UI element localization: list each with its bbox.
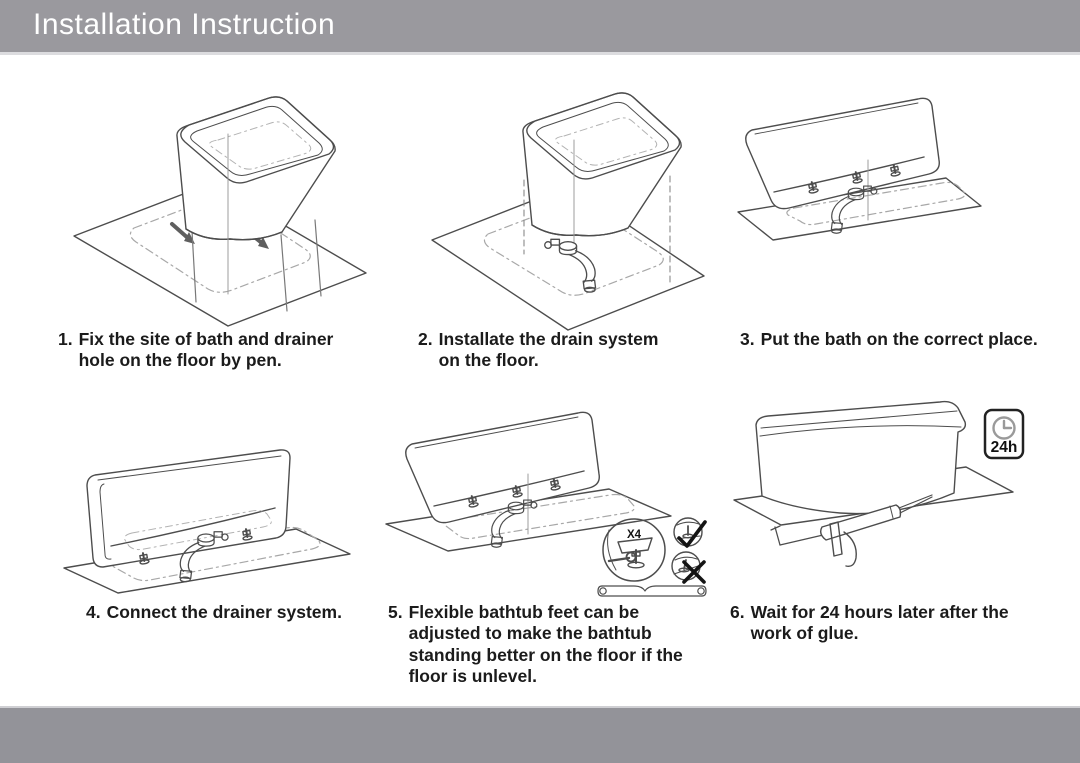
step-text: Wait for 24 hours later after the work of glue. bbox=[750, 602, 1009, 644]
step-caption-5 bbox=[388, 602, 710, 687]
step-text: Fix the site of bath and drainer hole on the floor by pen. bbox=[78, 329, 334, 371]
bathtub-drawing bbox=[756, 402, 965, 514]
step-5-illustration bbox=[372, 392, 718, 606]
bathtub-drawing bbox=[406, 412, 600, 547]
bathtub-drawing bbox=[87, 450, 290, 567]
step-caption-3 bbox=[740, 329, 1060, 350]
header-bar bbox=[0, 0, 1080, 55]
step-caption-2 bbox=[418, 329, 684, 372]
check-icon bbox=[679, 522, 705, 546]
step-text: Put the bath on the correct place. bbox=[760, 329, 1038, 349]
step-caption-4 bbox=[86, 602, 386, 623]
step-number: 4. bbox=[86, 602, 101, 622]
step-caption-6 bbox=[730, 602, 1046, 645]
drain-system bbox=[545, 239, 596, 292]
wrong-foot-detail bbox=[672, 552, 704, 582]
step-1-illustration bbox=[58, 84, 382, 332]
step-2-illustration bbox=[420, 84, 708, 332]
step-3-illustration bbox=[718, 94, 1024, 300]
footer-bar bbox=[0, 706, 1080, 763]
step-caption-1 bbox=[58, 329, 358, 372]
feet-quantity-label: X4 bbox=[626, 529, 642, 541]
foot-adjust-detail bbox=[603, 519, 665, 581]
step-number: 6. bbox=[730, 602, 745, 622]
step-4-illustration bbox=[54, 396, 370, 604]
wait-badge-label: 24h bbox=[990, 439, 1018, 456]
bathtub-drawing bbox=[523, 93, 681, 236]
step-number: 5. bbox=[388, 602, 403, 622]
step-text: Connect the drainer system. bbox=[106, 602, 342, 622]
wait-24h-badge bbox=[985, 410, 1023, 458]
step-number: 3. bbox=[740, 329, 755, 349]
correct-foot-detail bbox=[674, 518, 705, 546]
step-text: Flexible bathtub feet can be adjusted to make the bathtub standing better on the floor if the floor is unlevel. bbox=[408, 602, 683, 687]
page-title: Installation Instruction bbox=[33, 8, 336, 41]
step-6-illustration bbox=[718, 396, 1032, 600]
step-text: Installate the drain system on the floor. bbox=[438, 329, 659, 371]
step-number: 1. bbox=[58, 329, 73, 349]
level-bar-detail bbox=[598, 586, 706, 596]
step-number: 2. bbox=[418, 329, 433, 349]
bathtub-drawing bbox=[177, 97, 335, 240]
bathtub-drawing bbox=[746, 98, 940, 233]
